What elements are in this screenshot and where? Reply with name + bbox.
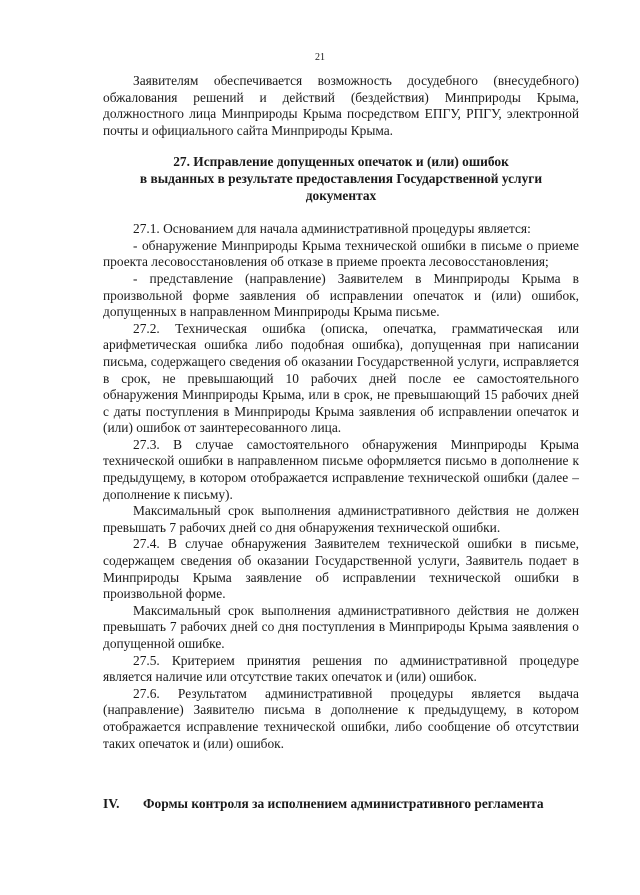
section-4-number: IV. <box>103 796 120 811</box>
section-27-title-line-2: в выданных в результате предоставления Государственной услуги <box>139 170 543 186</box>
paragraph-27-6: 27.6. Результатом административной процедуры является выдача (направление) Заявителю письма в дополнение к предыдущему, в котором отображается исправление технической ошибки, либо сообщение об отсутствии таких опечаток и (или) ошибок. <box>103 685 579 751</box>
paragraph-27-4: 27.4. В случае обнаружения Заявителем технической ошибки в письме, содержащем сведения об оказании Государственной услуги, Заявитель подает в Минприроды Крыма заявление об исправлении технической ошибки в произвольной форме. <box>103 536 579 602</box>
paragraph-27-5: 27.5. Критерием принятия решения по административной процедуре является наличие или отсутствие таких опечаток и (или) ошибок. <box>103 652 579 685</box>
section-4-heading <box>103 796 579 813</box>
paragraph-27-3-deadline: Максимальный срок выполнения административного действия не должен превышать 7 рабочих дней со дня обнаружения технической ошибки. <box>103 503 579 535</box>
intro-paragraph: Заявителям обеспечивается возможность досудебного (внесудебного) обжалования решений и действий (бездействия) Минприроды Крыма, должностного лица Минприроды Крыма посредством ЕПГУ, РПГУ, электронной почты и официального сайта Минприроды Крыма. <box>103 73 579 138</box>
page-content <box>103 73 579 752</box>
paragraph-27-4-deadline: Максимальный срок выполнения административного действия не должен превышать 7 рабочих дней со дня поступления в Минприроды Крыма заявления о допущенной ошибке. <box>103 602 579 651</box>
section-27-title-line-3: документах <box>305 187 377 203</box>
page-number: 21 <box>315 52 325 63</box>
paragraph-27-1: 27.1. Основанием для начала административной процедуры является: <box>133 221 531 237</box>
section-27-heading <box>103 154 579 204</box>
section-4-title: Формы контроля за исполнением административного регламента <box>143 796 544 811</box>
paragraph-27-1-item-2: - представление (направление) Заявителем в Минприроды Крыма в произвольной форме заявления об исправлении опечаток и (или) ошибок, допущенных в направленном Минприроды Крыма письме. <box>103 270 579 320</box>
section-27-title-line-1: 27. Исправление допущенных опечаток и (или) ошибок <box>173 154 509 170</box>
paragraph-27-1-item-1: - обнаружение Минприроды Крыма технической ошибки в письме о приеме проекта лесовосстановления об отказе в приеме проекта лесовосстановления; <box>103 237 579 270</box>
paragraph-27-3: 27.3. В случае самостоятельного обнаружения Минприроды Крыма технической ошибки в направленном письме оформляется письмо в дополнение к предыдущему, в котором отображается исправление технической ошибки (далее – дополнение к письму). <box>103 436 579 502</box>
paragraph-27-2: 27.2. Техническая ошибка (описка, опечатка, грамматическая или арифметическая ошибка либо подобная ошибка), допущенная при написании письма, содержащего сведения об оказании Государственной услуги, исправляется в срок, не превышающий 10 рабочих дней после ее самостоятельного обнаружения Минприроды Крыма, или в срок, не превышающий 15 рабочих дней с даты поступления в Минприроды Крыма заявления об исправлении опечаток и (или) ошибок от заинтересованного лица. <box>103 320 579 436</box>
